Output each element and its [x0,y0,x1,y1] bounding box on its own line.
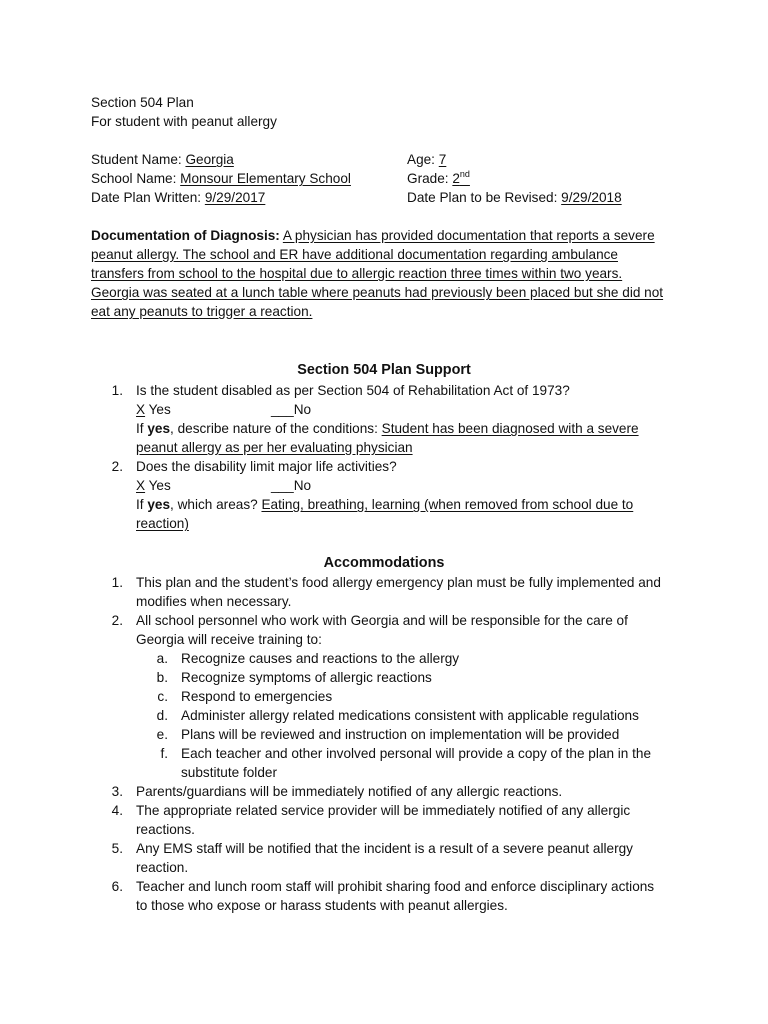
item5-number: 5. [111,841,123,856]
q2-followup-prompt: , which areas? [170,497,258,512]
student-name-value: Georgia [185,152,234,167]
item4-line-2: reactions. [136,822,195,837]
q2-followup [136,495,633,514]
q1-number: 1. [111,383,123,398]
item5-line-1: Any EMS staff will be notified that the incident is a result of a severe peanut allergy [136,841,633,856]
item2-line-1: All school personnel who work with Georgia and will be responsible for the care of [136,613,628,628]
document-subtitle: For student with peanut allergy [91,114,277,129]
item1-line-2: modifies when necessary. [136,594,292,609]
item2f-text-line-1: Each teacher and other involved personal will provide a copy of the plan in the [181,746,652,761]
date-revised-row [407,188,622,207]
grade-value [452,171,470,186]
item2a-text: Recognize causes and reactions to the allergy [181,651,460,666]
date-revised-value: 9/29/2018 [561,190,622,205]
date-revised-label: Date Plan to be Revised: [407,190,558,205]
item2d-text: Administer allergy related medications consistent with applicable regulations [181,708,639,723]
diagnosis-line-5: eat any peanuts to trigger a reaction. [91,304,313,319]
q2-answer-line-2: reaction) [136,516,189,531]
q1-answer-line-2: peanut allergy as per her evaluating physician [136,440,413,455]
q2-yes-mark: X [136,478,146,493]
q2-yes-label: Yes [148,478,171,493]
q1-yes-option [136,400,171,419]
q1-answer-line-1: Student has been diagnosed with a severe [381,421,639,436]
item2b-letter: b. [156,670,168,685]
student-name-label: Student Name: [91,152,182,167]
item5-line-2: reaction. [136,860,189,875]
diagnosis-line-3: transfers from school to the hospital due to allergic reaction three times within two years. [91,266,623,281]
q1-if: If [136,421,144,436]
diagnosis-line-2: peanut allergy. The school and ER have additional documentation regarding ambulance [91,247,618,262]
item2e-letter: e. [156,727,168,742]
date-written-value: 9/29/2017 [204,190,266,205]
age-row [407,150,446,169]
q2-yes-option [136,476,171,495]
q2-if-yes: yes [147,497,171,512]
item6-number: 6. [111,879,123,894]
item3-line-1: Parents/guardians will be immediately notified of any allergic reactions. [136,784,563,799]
diagnosis-line-1 [91,226,655,245]
item1-line-1: This plan and the student’s food allergy emergency plan must be fully implemented and [136,575,661,590]
item6-line-1: Teacher and lunch room staff will prohibit sharing food and enforce disciplinary actions [136,879,655,894]
diagnosis-text: A physician has provided documentation that reports a severe [282,228,655,243]
school-name-label: School Name: [91,171,177,186]
item2f-text-line-2: substitute folder [181,765,277,780]
q2-answer-line-1: Eating, breathing, learning (when removed from school due to [261,497,634,512]
document-title: Section 504 Plan [91,95,194,110]
item2d-letter: d. [156,708,168,723]
grade-number: 2 [452,171,460,186]
item6-line-2: to those who expose or harass students with peanut allergies. [136,898,508,913]
grade-label: Grade: [407,171,449,186]
item2f-letter: f. [160,746,168,761]
item2b-text: Recognize symptoms of allergic reactions [181,670,432,685]
support-heading: Section 504 Plan Support [297,362,471,378]
q1-yes-mark: X [136,402,146,417]
q2-no-blank: ___ [271,478,294,493]
student-name-row [91,150,234,169]
q1-no-option [271,400,311,419]
date-written-row [91,188,265,207]
q1-yes-label: Yes [148,402,171,417]
q1-no-blank: ___ [271,402,294,417]
item4-number: 4. [111,803,123,818]
item4-line-1: The appropriate related service provider will be immediately notified of any allergic [136,803,631,818]
q1-no-label: No [293,402,312,417]
q2-no-label: No [293,478,312,493]
diagnosis-label: Documentation of Diagnosis: [91,228,280,243]
age-label: Age: [407,152,435,167]
q2-number: 2. [111,459,123,474]
school-name-row [91,169,351,188]
school-name-value: Monsour Elementary School [180,171,351,186]
item2-number: 2. [111,613,123,628]
item1-number: 1. [111,575,123,590]
item2c-letter: c. [157,689,168,704]
q2-question: Does the disability limit major life activities? [136,459,397,474]
item2e-text: Plans will be reviewed and instruction on implementation will be provided [181,727,620,742]
date-written-label: Date Plan Written: [91,190,202,205]
age-value: 7 [438,152,447,167]
q1-followup-prompt: , describe nature of the conditions: [170,421,378,436]
q1-question: Is the student disabled as per Section 504 of Rehabilitation Act of 1973? [136,383,570,398]
grade-row [407,169,470,188]
item3-number: 3. [111,784,123,799]
diagnosis-line-4: Georgia was seated at a lunch table where peanuts had previously been placed but she did not [91,285,664,300]
item2c-text: Respond to emergencies [181,689,333,704]
q2-no-option [271,476,311,495]
q2-if: If [136,497,144,512]
grade-suffix: nd [459,169,470,179]
accommodations-heading: Accommodations [323,555,445,571]
item2a-letter: a. [156,651,168,666]
q1-followup [136,419,639,438]
q1-if-yes: yes [147,421,171,436]
item2-line-2: Georgia will receive training to: [136,632,322,647]
